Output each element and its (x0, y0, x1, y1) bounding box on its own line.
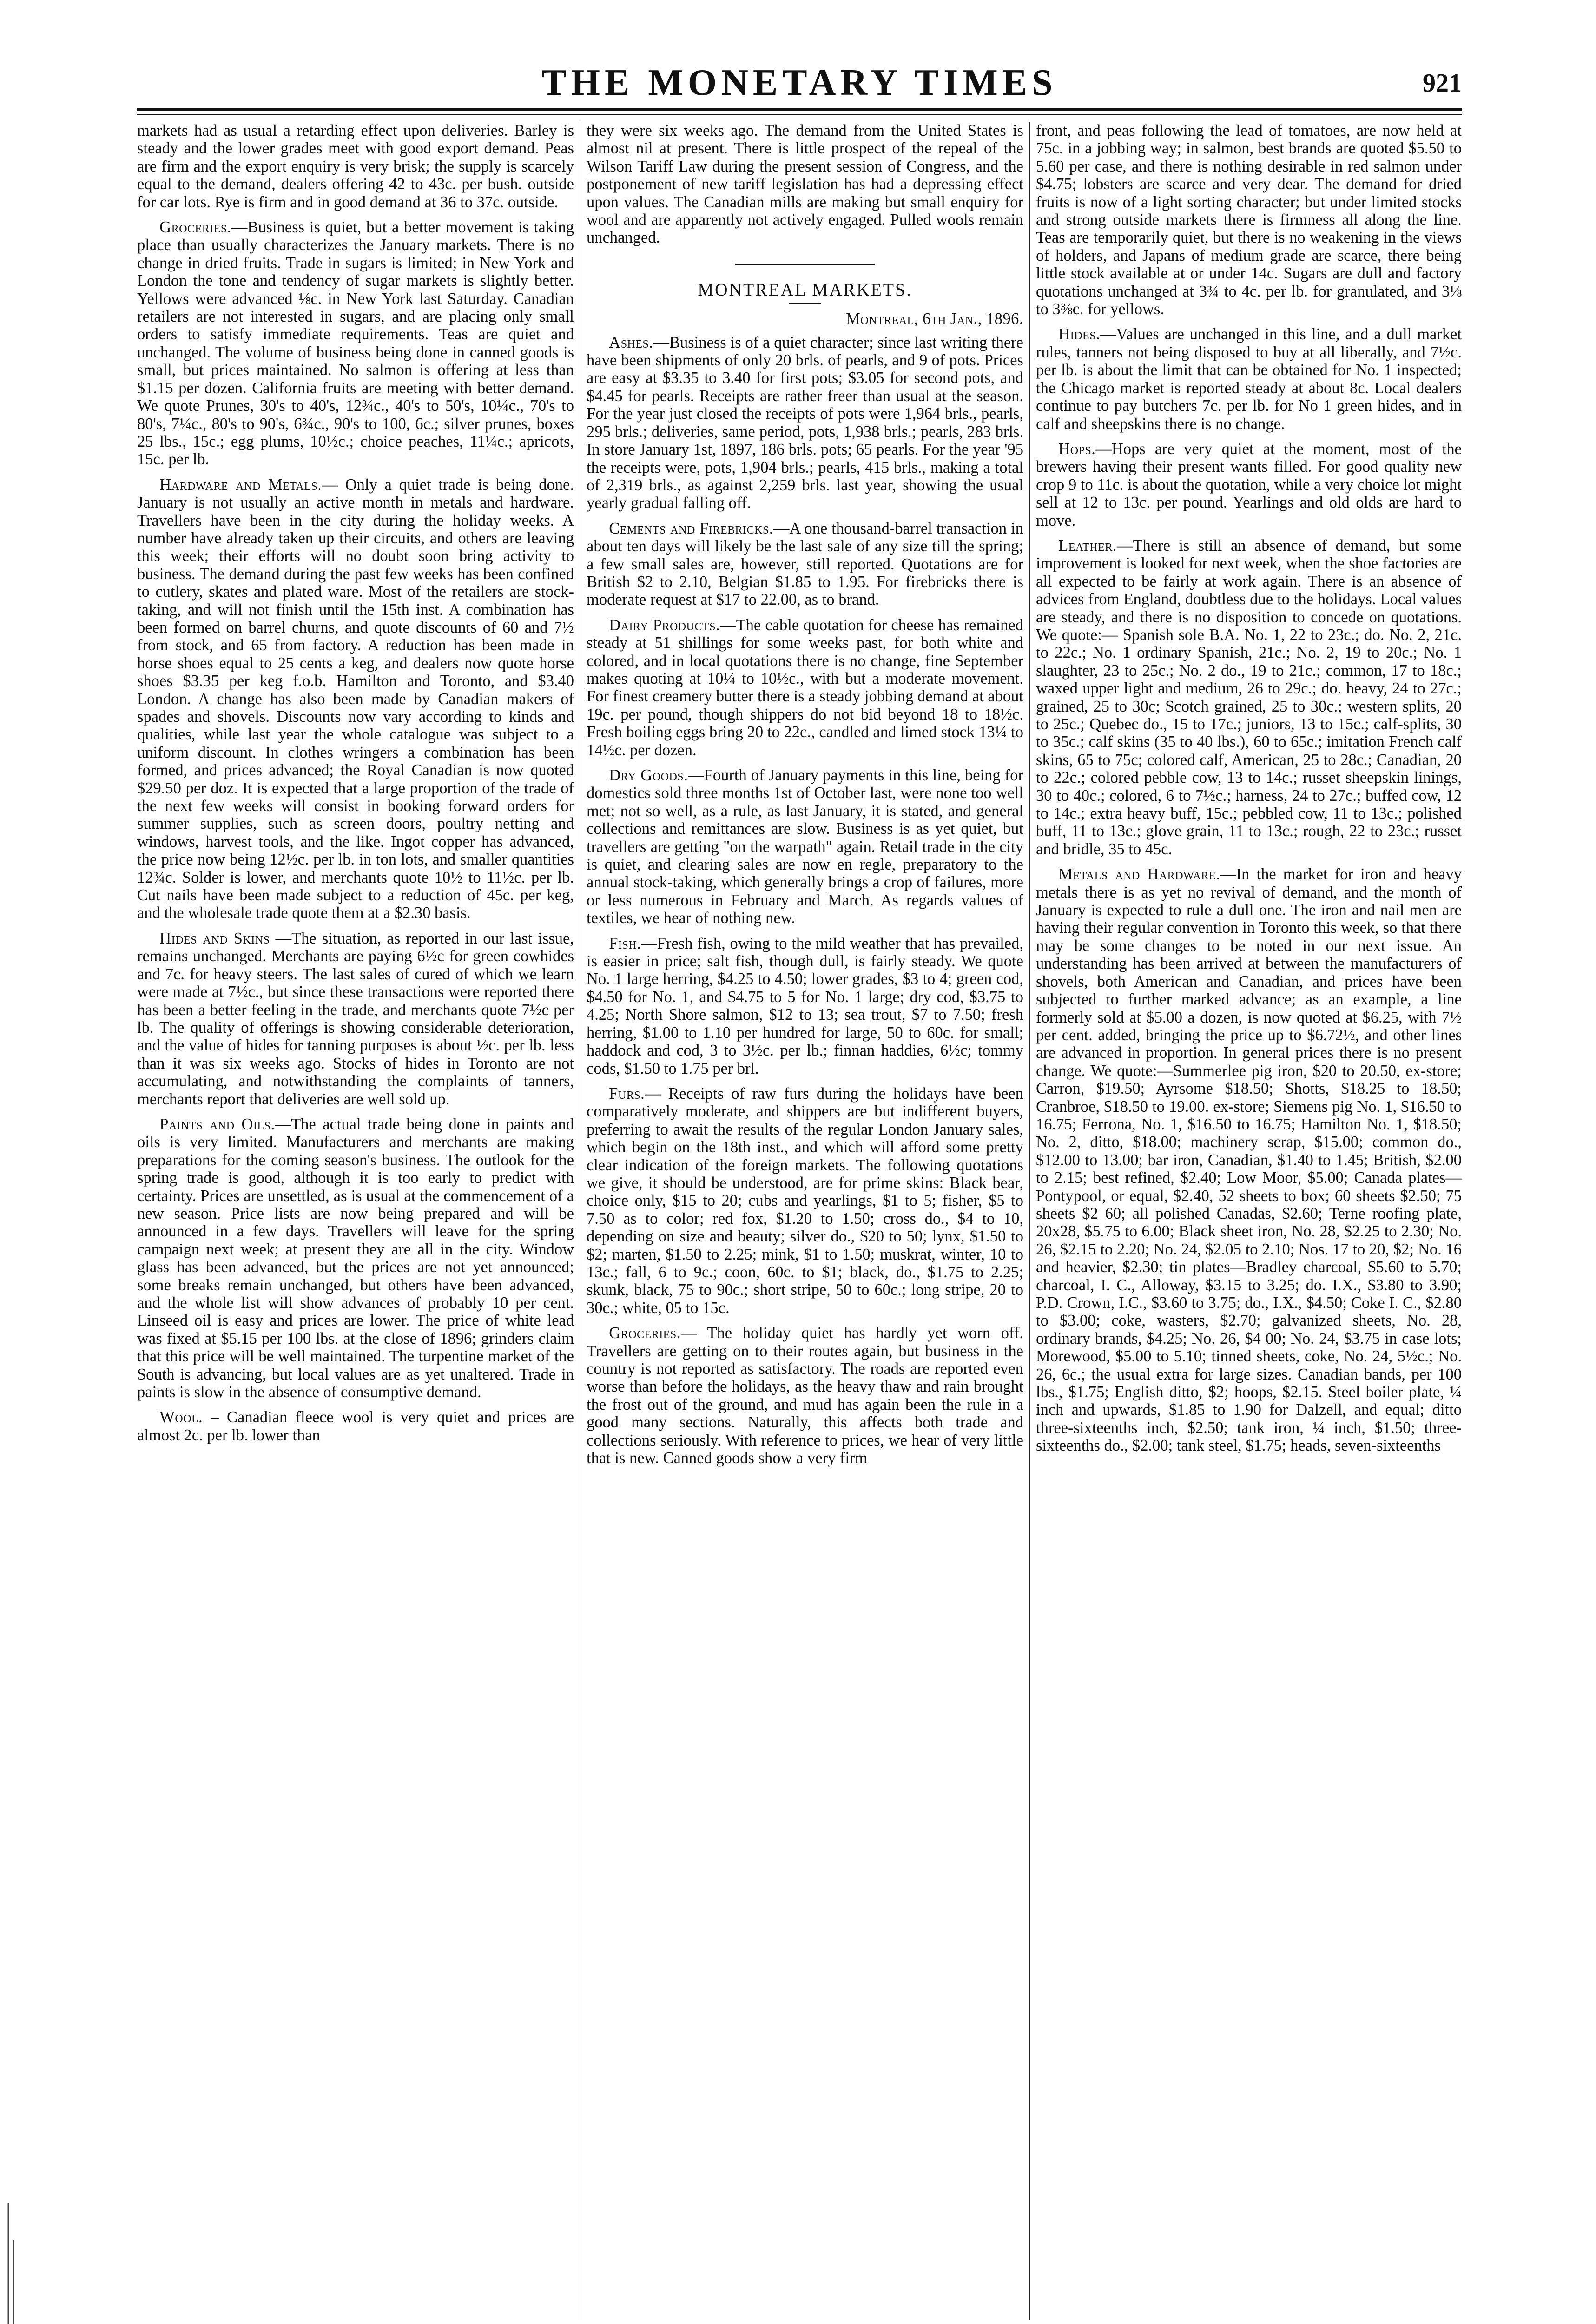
header-rule-thin (137, 114, 1462, 115)
dateline: Montreal, 6th Jan., 1896. (846, 310, 1023, 328)
paragraph-ashes (587, 334, 1023, 512)
short-rule (789, 303, 821, 304)
paragraph-hides-skins (137, 930, 574, 1108)
paragraph-dry-goods (587, 766, 1023, 927)
section-head-dry-goods: Dry Goods. (609, 766, 688, 784)
paragraph-text: —Fresh fish, owing to the mild weather that has prevailed, is easier in price; salt fish, though dull, is fairly steady. We quote No. 1 large herring, $4.25 to 4.50; lower grades, $3 to 4; green cod, $4.50 for No. 1, and $4.75 to 5 for No. 1 large; dry cod, $3.75 to 4.25; North Shore salmon, $12 to 13; sea trout, $7 to 7.50; fresh herring, $1.00 to 1.10 per hundred for large, 50 to 60c. for small; haddock and cod, 3 to 3½c. per lb.; finnan haddies, 6½c; tommy cods, $1.50 to 1.75 per brl. (587, 934, 1023, 1077)
paragraph-leather (1036, 537, 1462, 858)
section-head-hardware-metals: Hardware and Metals. (159, 475, 322, 494)
paragraph-text: —Business is of a quiet character; since last writing there have been shipments of only 20 brls. of pearls, and 9 of pots. Prices are easy at $3.35 to 3.40 for first pots; $3.05 for second pots, and $4.45 for pearls. Receipts are rather freer than usual at the season. For the year just closed the receipts of pots were 1,964 brls., pearls, 295 brls.; deliveries, same period, pots, 1,938 brls.; pearls, 283 brls. In store January 1st, 1897, 186 brls. pots; 65 pearls. For the year '95 the receipts were, pots, 1,904 brls.; pearls, 415 brls., making a total of 2,319 brls., as against 2,259 brls. last year, showing the usual yearly gradual falling off. (587, 333, 1023, 512)
section-rule (735, 264, 875, 265)
section-head-furs: Furs. (609, 1084, 645, 1103)
paragraph-text: —The cable quotation for cheese has remained steady at 51 shillings for some weeks past, for both white and colored, and in local quotations there is no change, fine September makes quoting at 10¼ to 10½c., with but a moderate movement. For finest creamery butter there is a steady jobbing demand at about 19c. per pound, though shippers do not bid beyond 18 to 18½c. Fresh boiling eggs bring 20 to 22c., candled and limed stock 13¼ to 14½c. per dozen. (587, 616, 1023, 759)
paragraph-text: – Canadian fleece wool is very quiet and prices are almost 2c. per lb. lower than (137, 1408, 574, 1444)
paragraph-groceries-continued: front, and peas following the lead of tomatoes, are now held at 75c. in a jobbing way; in salmon, best brands are quoted $5.50 to 5.60 per case, and there is nothing desirable in red salmon under $4.75; lobsters are scarce and very dear. The demand for dried fruits is now of a light sorting character; but under limited stocks and strong outside markets there is firmness all along the line. Teas are temporarily quiet, but there is no weakening in the views of holders, and Japans of medium grade are scarce, there being little stock available at or under 14c. Sugars are dull and factory quotations unchanged at 3¾ to 4c. per lb. for granulated, and 3⅛ to 3⅜c. for yellows. (1036, 122, 1462, 318)
paragraph-metals-hardware (1036, 865, 1462, 1454)
column-3 (1036, 122, 1462, 2324)
column-2 (587, 122, 1023, 2324)
paragraph-text: — Receipts of raw furs during the holidays have been comparatively moderate, and shippers are but indifferent buyers, preferring to await the results of the regular London January sales, which begin on the 18th inst., and which will afford some pretty clear indication of the foreign markets. The following quotations we give, it should be understood, are for prime skins: Black bear, choice only, $15 to 20; cubs and yearlings, $1 to 5; fisher, $5 to 7.50 as to color; red fox, $1.20 to 1.50; cross do., $4 to 10, depending on size and beauty; silver do., $20 to 50; lynx, $1.50 to $2; marten, $1.50 to 2.25; mink, $1 to 1.50; muskrat, winter, 10 to 13c.; fall, 6 to 9c.; coon, 60c. to $1; black, do., $1.75 to 2.25; skunk, black, 75 to 90c.; short stripe, 50 to 60c.; long stripe, 20 to 30c.; white, 05 to 15c. (587, 1084, 1023, 1317)
paragraph-cements-firebricks (587, 520, 1023, 609)
section-head-hides: Hides. (1058, 325, 1101, 343)
paragraph-text: —The actual trade being done in paints and oils is very limited. Manufacturers and merchants are making preparations for the coming season's business. The outlook for the spring trade is good, although it is too early to predict with certainty. Prices are unsettled, as is usual at the commencement of a new season. Price lists are now being prepared and will be announced in a few days. Travellers will leave for the spring campaign next week; at present they are all in the city. Window glass has been advanced, but the prices are not yet announced; some breaks remain unchanged, but others have been advanced, and the whole list will show advances of probably 10 per cent. Linseed oil is easy and prices are lower. The price of white lead was fixed at $5.15 per 100 lbs. at the close of 1896; grinders claim that this price will be well maintained. The turpentine market of the South is advancing, but local values are as yet unaltered. Trade in paints is slow in the absence of consumptive demand. (137, 1115, 574, 1401)
section-head-ashes: Ashes. (609, 333, 653, 351)
section-head-dairy-products: Dairy Products. (609, 616, 720, 634)
section-title-montreal-markets: MONTREAL MARKETS. (698, 280, 912, 300)
margin-bracket-mark (6, 2203, 22, 2324)
section-head-hides-skins: Hides and Skins (159, 929, 270, 947)
section-head-cements-firebricks: Cements and Firebricks. (609, 519, 773, 537)
paragraph-fish (587, 935, 1023, 1077)
section-head-fish: Fish. (609, 934, 641, 952)
paragraph-text: —Values are unchanged in this line, and a dull market rules, tanners not being disposed to buy at all liberally, and 7½c. per lb. is about the limit that can be obtained for No. 1 inspected; the Chicago market is reported steady at about 8c. Local dealers continue to pay butchers 7c. per lb. for No 1 green hides, and in calf and sheepskins there is no change. (1036, 325, 1462, 433)
page-number: 921 (1423, 69, 1462, 98)
paragraph-text: —The situation, as reported in our last issue, remains unchanged. Merchants are paying 6½c for green cowhides and 7c. for heavy steers. The last sales of cured of which we learn were made at 7½c., but since these transactions were reported there has been a better feeling in the trade, and merchants quote 7½c per lb. The quality of offerings is showing considerable deterioration, and the value of hides for tanning purposes is about ½c. per lb. less than it was six weeks ago. Stocks of hides in Toronto are not accumulating, and notwithstanding the complaints of tanners, merchants report that deliveries are well sold up. (137, 929, 574, 1108)
column-divider-2 (1029, 122, 1030, 2320)
section-head-hops: Hops. (1058, 440, 1096, 458)
section-head-groceries-montreal: Groceries. (609, 1324, 681, 1342)
paragraph-text: —In the market for iron and heavy metals there is as yet no revival of demand, and the month of January is expected to rule a dull one. The iron and nail men are having their regular convention in Toronto this week, so that there may be some changes to be noted in our next issue. An understanding has been arrived at between the manufacturers of shovels, both American and Canadian, and prices have been subjected to further marked advance; as an example, a line formerly sold at $5.00 a dozen, is now quoted at $6.25, with 7½ per cent. added, bringing the price up to $6.72½, and other lines are advanced in proportion. In general prices there is no present change. We quote:—Summerlee pig iron, $20 to 20.50, ex-store; Carron, $19.50; Ayrsome $18.50; Shotts, $18.25 to 18.50; Cranbroe, $18.50 to 19.00. ex-store; Siemens pig No. 1, $16.50 to 16.75; Ferrona, No. 1, $16.50 to 16.75; Hamilton No. 1, $18.50; No. 2, ditto, $18.00; machinery scrap, $15.00; common do., $12.00 to 13.00; bar iron, Canadian, $1.40 to 1.45; British, $2.00 to 2.15; best refined, $2.40; Low Moor, $5.00; Canada plates—Pontypool, or equal, $2.40, 52 sheets to box; 60 sheets $2.50; 75 sheets $2 60; all polished Canadas, $2.60; Terne roofing plate, 20x28, $5.75 to 6.00; Black sheet iron, No. 28, $2.25 to 2.30; No. 26, $2.15 to 2.20; No. 24, $2.05 to 2.10; Nos. 17 to 20, $2; No. 16 and heavier, $2.30; tin plates—Bradley charcoal, $5.60 to 5.70; charcoal, I. C., Alloway, $3.15 to 3.25; do. I.X., $3.80 to 3.90; P.D. Crown, I.C., $3.60 to 3.75; do., I.X., $4.50; Coke I. C., $2.80 to $3.00; coke, wasters, $2.70; galvanized sheets, No. 28, ordinary brands, $4.25; No. 26, $4 00; No. 24, $3.75 in case lots; Morewood, $5.00 to 5.10; tinned sheets, coke, No. 24, 5½c.; No. 26, 6c.; the usual extra for large sizes. Canadian bands, per 100 lbs., $1.75; English ditto, $2; hoops, $2.15. Steel boiler plate, ¼ inch and upwards, $1.85 to 1.90 for Dalzell, and equal; ditto three-sixteenths inch, $2.50; tank iron, ¼ inch, $1.50; three-sixteenths do., $2.00; tank steel, $1.75; heads, seven-sixteenths (1036, 865, 1462, 1455)
paragraph-grain-continued: markets had as usual a retarding effect upon deliveries. Barley is steady and the lower grades meet with good export demand. Peas are firm and the export enquiry is very brisk; the supply is scarcely equal to the demand, dealers offering 42 to 43c. per bush. outside for car lots. Rye is firm and in good demand at 36 to 37c. outside. (137, 122, 574, 211)
paragraph-text: —Business is quiet, but a better movement is taking place than usually characterizes the January markets. There is no change in dried fruits. Trade in sugars is limited; in New York and London the tone and tendency of sugar markets is slightly better. Yellows were advanced ⅛c. in New York last Saturday. Canadian retailers are not interested in sugars, and are placing only small orders to satisfy immediate requirements. Teas are quiet and unchanged. The volume of business being done in canned goods is small, but prices maintained. No salmon is offering at less than $1.15 per dozen. California fruits are meeting with better demand. We quote Prunes, 30's to 40's, 12¾c., 40's to 50's, 10¼c., 70's to 80's, 7¼c., 80's to 90's, 6¾c., 90's to 100, 6c.; silver prunes, boxes 25 lbs., 15c.; egg plums, 10½c.; choice peaches, 11¼c.; apricots, 15c. per lb. (137, 218, 574, 469)
paragraph-dairy-products (587, 616, 1023, 759)
section-head-leather: Leather. (1058, 536, 1117, 555)
paragraph-text: —Hops are very quiet at the moment, most of the brewers having their present wants filled. For good quality new crop 9 to 11c. is about the quotation, while a very choice lot might sell at 12 to 13c. per pound. Yearlings and old olds are hard to move. (1036, 440, 1462, 529)
publication-title: THE MONETARY TIMES (541, 62, 1057, 103)
paragraph-hops (1036, 440, 1462, 529)
masthead (137, 59, 1462, 111)
paragraph-text: — Only a quiet trade is being done. January is not usually an active month in metals and hardware. Travellers have been in the city during the holiday weeks. A number have already taken up their circuits, and others are leaving this week; their efforts will no doubt soon bring activity to business. The demand during the past few weeks has been confined to cutlery, skates and plated ware. Most of the retailers are stock-taking, and will not finish until the 15th inst. A combination has been formed on barrel churns, and quote discounts of 60 and 7½ from stock, and 65 from factory. A reduction has been made in horse shoes equal to 25 cents a keg, and dealers now quote horse shoes $3.35 per keg f.o.b. Hamilton and Toronto, and $3.40 London. A change has also been made by Canadian makers of spades and shovels. Discounts now vary according to kinds and qualities, while last year the whole catalogue was subject to a uniform discount. In clothes wringers a combination has been formed, and prices advanced; the Royal Canadian is now quoted $29.50 per doz. It is expected that a large proportion of the trade of the next few weeks will consist in booking forward orders for summer supplies, such as screen doors, poultry netting and windows, harvest tools, and the like. Ingot copper has advanced, the price now being 12½c. per lb. in ton lots, and smaller quantities 12¾c. Solder is lower, and merchants quote 10½ to 11½c. per lb. Cut nails have been made subject to a reduction of 45c. per keg, and the wholesale trade quote them at a $2.30 basis. (137, 475, 574, 922)
paragraph-hides (1036, 325, 1462, 432)
section-head-wool: Wool. (159, 1408, 203, 1426)
paragraph-paints-oils (137, 1116, 574, 1401)
paragraph-text: —There is still an absence of demand, but some improvement is looked for next week, when the shoe factories are all expected to be fairly at work again. There is an absence of advices from England, doubtless due to the holidays. Local values are steady, and there is no disposition to concede on quotations. We quote:— Spanish sole B.A. No. 1, 22 to 23c.; do. No. 2, 21c. to 22c.; No. 1 ordinary Spanish, 21c.; No. 2, 19 to 20c.; No. 1 slaughter, 23 to 25c.; No. 2 do., 19 to 21c.; common, 17 to 18c.; waxed upper light and medium, 26 to 29c.; do. heavy, 24 to 27c.; grained, 25 to 30c; Scotch grained, 25 to 30c.; western splits, 20 to 25c.; Quebec do., 15 to 17c.; juniors, 13 to 15c.; calf-splits, 30 to 35c.; calf skins (35 to 40 lbs.), 60 to 65c.; imitation French calf skins, 65 to 75c; colored calf, American, 25 to 28c.; Canadian, 20 to 22c.; colored pebble cow, 13 to 14c.; russet sheepskin linings, 30 to 40c.; colored, 6 to 7½c.; harness, 24 to 27c.; buffed cow, 12 to 14c.; extra heavy buff, 15c.; pebbled cow, 11 to 13c.; polished buff, 11 to 13c.; glove grain, 11 to 13c.; rough, 22 to 23c.; russet and bridle, 35 to 45c. (1036, 536, 1462, 858)
paragraph-text: —A one thousand-barrel transaction in about ten days will likely be the last sale of any size till the spring; a few small sales are, however, still reported. Quotations are for British $2 to 2.10, Belgian $1.85 to 1.95. For firebricks there is moderate request at $17 to 22.00, as to brand. (587, 519, 1023, 609)
paragraph-wool-continued: they were six weeks ago. The demand from the United States is almost nil at present. There is little prospect of the repeal of the Wilson Tariff Law during the present session of Congress, and the postponement of new tariff legislation has had a depressing effect upon values. The Canadian mills are making but small enquiry for wool and are apparently not actively engaged. Pulled wools remain unchanged. (587, 122, 1023, 247)
paragraph-text: — The holiday quiet has hardly yet worn off. Travellers are getting on to their routes again, but business in the country is not reported as satisfactory. The roads are reported even worse than before the holidays, as the heavy thaw and rain brought the frost out of the ground, and mud has again been the rule in a good many sections. Naturally, this affects both trade and collections seriously. With reference to prices, we hear of very little that is new. Canned goods show a very firm (587, 1324, 1023, 1467)
section-head-paints-oils: Paints and Oils. (159, 1115, 275, 1133)
paragraph-furs (587, 1085, 1023, 1317)
header-rule-thick (137, 108, 1462, 111)
section-head-metals-hardware: Metals and Hardware. (1058, 865, 1220, 884)
section-head-groceries: Groceries. (159, 218, 231, 237)
paragraph-groceries (137, 218, 574, 469)
paragraph-text: —Fourth of January payments in this line, being for domestics sold three months 1st of October last, were none too well met; not so well, as a rule, as last January, it is stated, and general collections and remittances are slow. Business is as yet quiet, but travellers are getting "on the warpath" again. Retail trade in the city is quiet, and clearing sales are now en regle, preparatory to the annual stock-taking, which generally brings a crop of failures, more or less numerous in February and March. As regards values of textiles, we hear of nothing new. (587, 766, 1023, 927)
column-1 (137, 122, 574, 2324)
paragraph-hardware-metals (137, 476, 574, 922)
paragraph-groceries-montreal (587, 1324, 1023, 1467)
paragraph-wool (137, 1408, 574, 1444)
